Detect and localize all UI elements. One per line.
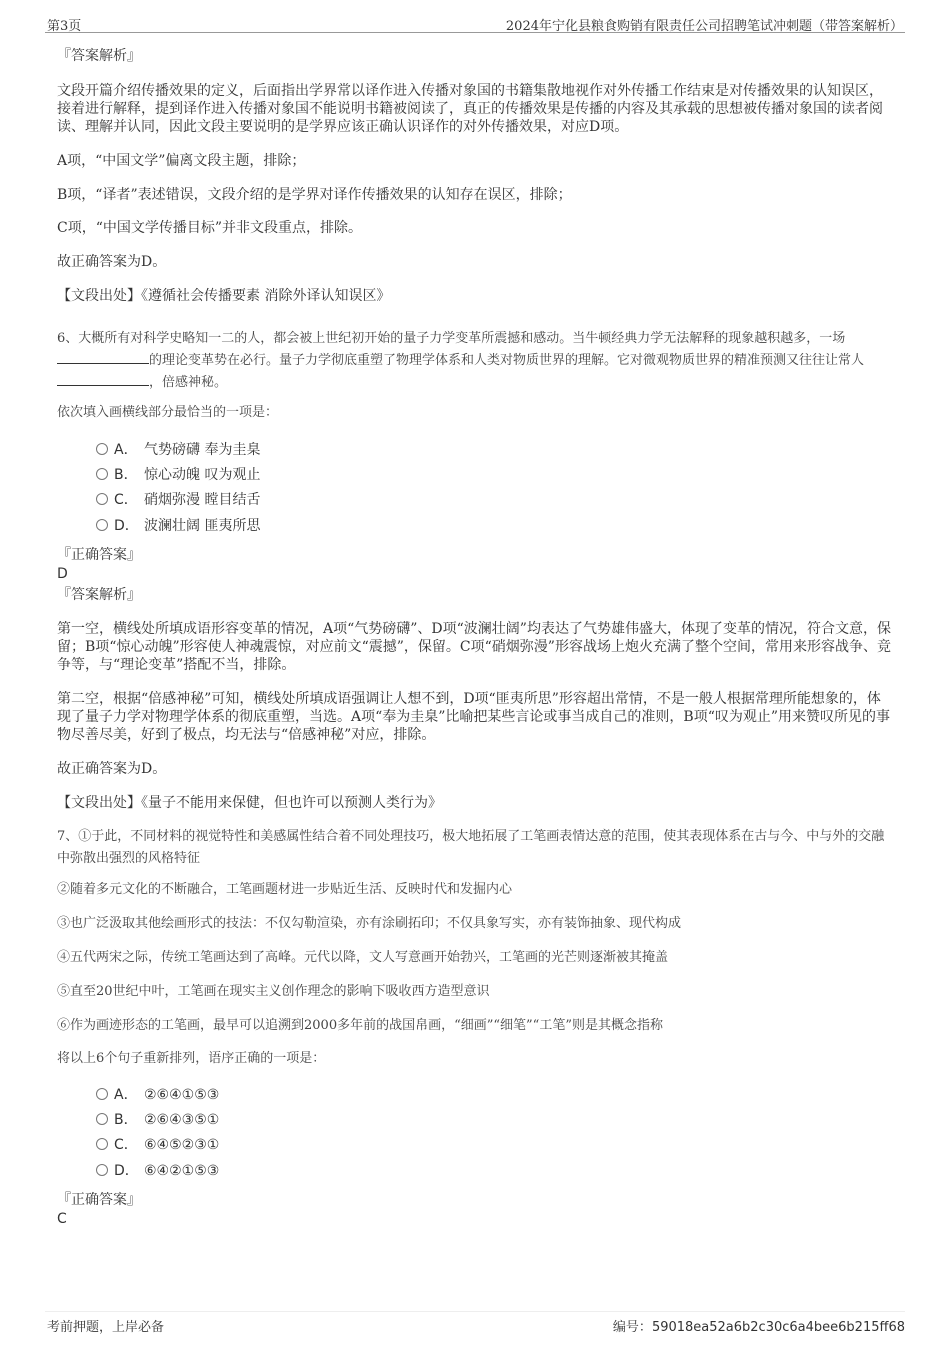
page-number: 第3页 <box>47 19 82 34</box>
q7-option-c[interactable]: C． ⑥④⑤②③① <box>96 1135 219 1155</box>
q6-stem <box>57 328 893 394</box>
q6-analysis-paragraph-2: 第二空，根据“倍感神秘”可知，横线处所填成语强调让人想不到，D项“匪夷所思”形容超出常情，不是一般人根据常理所能想象的，体现了量子力学对物理学体系的彻底重塑，当选。A项“奉为圭臬”比喻把某些言论或事当成自己的准则，B项“叹为观止”用来赞叹所见的事物尽善尽美，好到了极点，均无法与“倍感神秘”对应，排除。 <box>57 691 891 743</box>
option-text: ⑥④②①⑤③ <box>144 1163 220 1179</box>
q5-analysis-option-b: B项，“译者”表述错误，文段介绍的是学界对译作传播效果的认知存在误区，排除； <box>57 187 572 203</box>
q6-stem-part3: ，倍感神秘。 <box>149 375 228 390</box>
q5-conclusion: 故正确答案为D。 <box>57 254 167 270</box>
q6-option-a[interactable]: A． 气势磅礴 奉为圭臬 <box>96 440 260 460</box>
q6-conclusion: 故正确答案为D。 <box>57 761 167 777</box>
radio-icon[interactable] <box>96 1113 108 1125</box>
q6-blank-1 <box>57 351 149 364</box>
option-text: ②⑥④③⑤① <box>144 1112 220 1128</box>
code-value: 59018ea52a6b2c30c6a4bee6b215ff68 <box>651 1320 905 1335</box>
q5-analysis-option-a: A项，“中国文学”偏离文段主题，排除； <box>57 153 306 169</box>
option-text: 气势磅礴 奉为圭臬 <box>144 442 261 458</box>
q7-sentence-4: ④五代两宋之际，传统工笔画达到了高峰。元代以降，文人写意画开始勃兴，工笔画的光芒则逐渐被其掩盖 <box>57 950 669 965</box>
radio-icon[interactable] <box>96 443 108 455</box>
option-text: ⑥④⑤②③① <box>144 1137 220 1153</box>
option-text: 硝烟弥漫 瞠目结舌 <box>144 492 261 508</box>
q6-stem-part2: 的理论变革势在必行。量子力学彻底重塑了物理学体系和人类对物质世界的理解。它对微观物质世界的精准预测又往往让常人 <box>149 353 865 368</box>
q7-answer: C <box>57 1211 67 1227</box>
q5-analysis-label: 『答案解析』 <box>57 48 141 64</box>
q6-answer-label: 『正确答案』 <box>57 547 141 563</box>
q7-sentence-3: ③也广泛汲取其他绘画形式的技法：不仅勾勒渲染，亦有涂刷拓印；不仅具象写实，亦有装饰抽象、现代构成 <box>57 916 682 931</box>
q5-analysis-paragraph: 文段开篇介绍传播效果的定义，后面指出学界常以译作进入传播对象国的书籍集散地视作对外传播工作结束是对传播效果的认知误区，接着进行解释，提到译作进入传播对象国不能说明书籍被阅读了，真正的传播效果是传播的内容及其承载的思想被传播对象国的读者阅读、理解并认同，因此文段主要说明的是学界应该正确认识译作的对外传播效果，对应D项。 <box>57 83 883 135</box>
radio-icon[interactable] <box>96 1164 108 1176</box>
q7-option-a[interactable]: A． ②⑥④①⑤③ <box>96 1085 219 1105</box>
q6-instruction: 依次填入画横线部分最恰当的一项是： <box>57 405 279 420</box>
radio-icon[interactable] <box>96 1088 108 1100</box>
q7-sentence-5: ⑤直至20世纪中叶，工笔画在现实主义创作理念的影响下吸收西方造型意识 <box>57 984 490 999</box>
option-text: 波澜壮阔 匪夷所思 <box>144 518 261 534</box>
q6-option-c[interactable]: C． 硝烟弥漫 瞠目结舌 <box>96 490 260 510</box>
q5-analysis-option-c: C项，“中国文学传播目标”并非文段重点，排除。 <box>57 220 363 236</box>
option-text: 惊心动魄 叹为观止 <box>144 467 261 483</box>
q7-option-d[interactable]: D． ⑥④②①⑤③ <box>96 1161 219 1181</box>
q6-stem-part1: 6、大概所有对科学史略知一二的人，都会被上世纪初开始的量子力学变革所震撼和感动。当牛顿经典力学无法解释的现象越积越多，一场 <box>57 331 846 346</box>
q6-option-d[interactable]: D． 波澜壮阔 匪夷所思 <box>96 516 260 536</box>
q7-sentence-2: ②随着多元文化的不断融合，工笔画题材进一步贴近生活、反映时代和发掘内心 <box>57 882 513 897</box>
document-code <box>613 1316 905 1335</box>
q6-source: 【文段出处】《量子不能用来保健，但也许可以预测人类行为》 <box>57 795 442 811</box>
radio-icon[interactable] <box>96 519 108 531</box>
q6-analysis-label: 『答案解析』 <box>57 587 141 603</box>
page-footer <box>45 1311 905 1335</box>
q6-answer: D <box>57 566 68 582</box>
code-label: 编号： <box>612 1320 652 1335</box>
option-text: ②⑥④①⑤③ <box>144 1087 220 1103</box>
q7-sentence-6: ⑥作为画迹形态的工笔画，最早可以追溯到2000多年前的战国帛画，“细画”“细笔”“工笔”则是其概念指称 <box>57 1018 663 1033</box>
q7-answer-label: 『正确答案』 <box>57 1192 141 1208</box>
footer-slogan: 考前押题，上岸必备 <box>47 1320 165 1335</box>
radio-icon[interactable] <box>96 493 108 505</box>
q7-instruction: 将以上6个句子重新排列，语序正确的一项是： <box>57 1051 326 1066</box>
document-title: 2024年宁化县粮食购销有限责任公司招聘笔试冲刺题（带答案解析） <box>505 19 903 34</box>
q5-source: 【文段出处】《遵循社会传播要素 消除外译认知误区》 <box>57 288 391 304</box>
q7-sentence-1: 7、①于此，不同材料的视觉特性和美感属性结合着不同处理技巧，极大地拓展了工笔画表情达意的范围，使其表现体系在古与今、中与外的交融中弥散出强烈的风格特征 <box>57 829 885 866</box>
q7-option-b[interactable]: B． ②⑥④③⑤① <box>96 1110 219 1130</box>
radio-icon[interactable] <box>96 468 108 480</box>
q6-blank-2 <box>57 373 149 386</box>
radio-icon[interactable] <box>96 1138 108 1150</box>
q6-option-b[interactable]: B． 惊心动魄 叹为观止 <box>96 465 260 485</box>
q6-analysis-paragraph-1: 第一空，横线处所填成语形容变革的情况，A项“气势磅礴”、D项“波澜壮阔”均表达了气势雄伟盛大，体现了变革的情况，符合文意，保留；B项“惊心动魄”形容使人神魂震惊，对应前文“震撼”，保留。C项“硝烟弥漫”形容战场上炮火充满了整个空间，常用来形容战争、竞争等，与“理论变革”搭配不当，排除。 <box>57 621 891 673</box>
page-header <box>45 12 905 33</box>
